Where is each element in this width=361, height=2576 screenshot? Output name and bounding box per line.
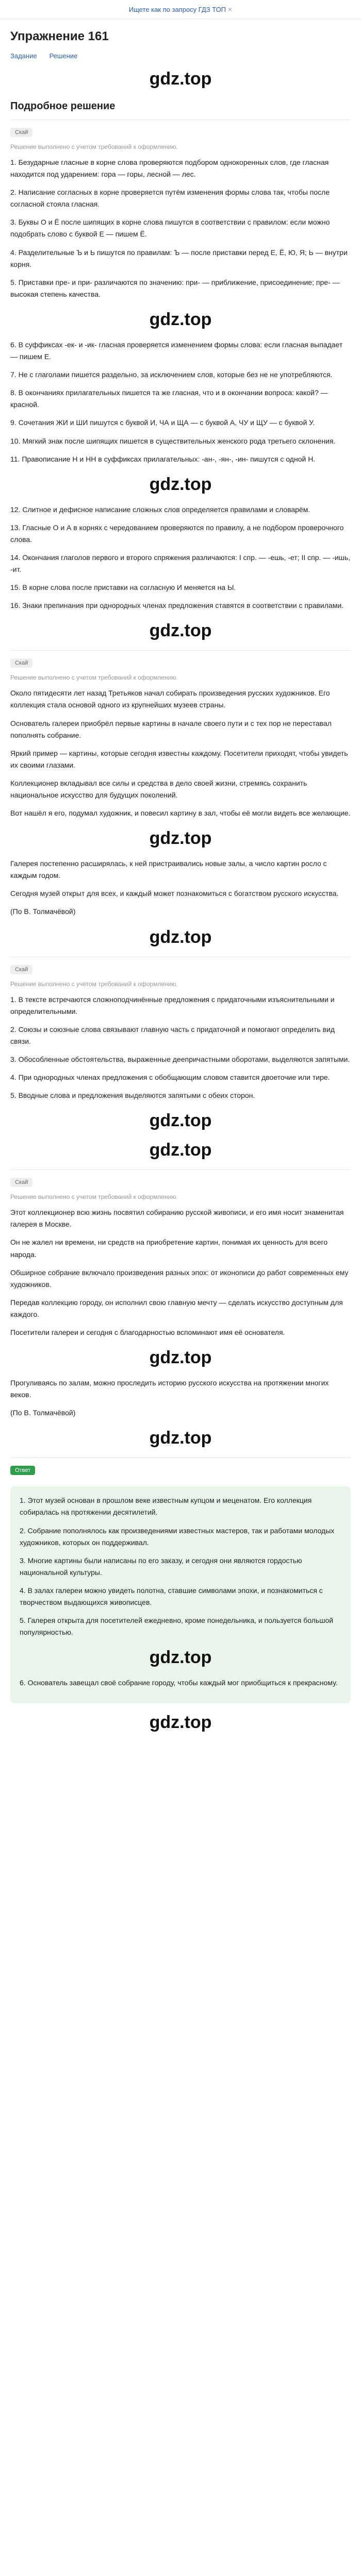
solution-paragraph: 1. Этот музей основан в прошлом веке известным купцом и меценатом. Его коллекция собиралась на протяжении десятилетий. [20, 1496, 312, 1517]
solution-body [10, 1486, 351, 1703]
close-icon[interactable]: × [228, 5, 233, 13]
solution-badge: Скай [10, 128, 32, 137]
solution-paragraph: 3. Многие картины были написаны по его заказу, и сегодня они являются гордостью национальной культуры. [20, 1556, 302, 1577]
solution-paragraph: 5. Галерея открыта для посетителей ежедневно, кроме понедельника, и пользуется большой популярностью. [20, 1616, 334, 1637]
solution-paragraph: Коллекционер вкладывал все силы и средства в дело своей жизни, стремясь сохранить национальное искусство для будущих поколений. [10, 778, 307, 799]
solution-block [10, 957, 351, 1161]
solution-paragraph: Он не жалел ни времени, ни средств на приобретение картин, понимая их ценность для всего народа. [10, 1238, 328, 1259]
solution-note: Решение выполнено с учетом требований к оформлению. [10, 143, 178, 150]
watermark: gdz.top [149, 1348, 212, 1368]
solution-paragraph: 3. Обособленные обстоятельства, выраженные деепричастными оборотами, выделяются запятыми. [10, 1055, 350, 1063]
solution-block [10, 1170, 351, 1448]
solution-paragraph: 1. Безударные гласные в корне слова проверяются подбором однокоренных слов, где гласная находится под ударением: гора — горы, лесной — лес. [10, 158, 329, 179]
solution-paragraph: 6. В суффиксах -ек- и -ик- гласная проверяется изменением формы слова: если гласная выпадает — пишем Е. [10, 340, 343, 361]
solution-badge: Скай [10, 965, 32, 974]
solution-paragraph: 2. Собрание пополнялось как произведениями известных мастеров, так и работами молодых художников, которых он поддерживал. [20, 1526, 335, 1547]
solution-paragraph: Этот коллекционер всю жизнь посвятил собиранию русской живописи, и его имя носит знаменитая галерея в Москве. [10, 1208, 344, 1229]
watermark: gdz.top [149, 1140, 212, 1160]
solution-paragraph: 8. В окончаниях прилагательных пишется та же гласная, что и в окончании вопроса: какой? — красной. [10, 388, 328, 409]
solution-paragraph: Основатель галереи приобрёл первые картины в начале своего пути и с тех пор не переставал пополнять собрание. [10, 719, 332, 739]
solution-paragraph: 11. Правописание Н и НН в суффиксах прилагательных: -ан-, -ян-, -ин- пишутся с одной Н. [10, 454, 316, 463]
solution-note: Решение выполнено с учетом требований к оформлению. [10, 1193, 178, 1201]
watermark: gdz.top [149, 309, 212, 329]
solution-paragraph: Посетители галереи и сегодня с благодарностью вспоминают имя её основателя. [10, 1328, 285, 1336]
solution-body [10, 157, 351, 612]
page-content [10, 19, 351, 1733]
solution-paragraph: 5. Приставки пре- и при- различаются по значению: при- — приближение, присоединение; пре- — высокая степень качества. [10, 278, 340, 298]
solution-paragraph: Галерея постепенно расширялась, к ней пристраивались новые залы, а число картин росло с каждым годом. [10, 859, 327, 880]
solution-block [10, 1458, 351, 1733]
solution-paragraph: 5. Вводные слова и предложения выделяются запятыми с обеих сторон. [10, 1091, 255, 1100]
solution-paragraph: Яркий пример — картины, которые сегодня известны каждому. Посетители приходят, чтобы увидеть их своими глазами. [10, 749, 348, 769]
solution-note: Решение выполнено с учетом требований к оформлению. [10, 980, 178, 988]
solution-paragraph: Сегодня музей открыт для всех, и каждый может познакомиться с богатством русского искусства. [10, 889, 339, 898]
solution-paragraph: 4. При однородных членах предложения с обобщающим словом ставится двоеточие или тире. [10, 1073, 330, 1082]
solution-body [10, 687, 351, 918]
exercise-title: Упражнение 161 [10, 29, 109, 43]
watermark: gdz.top [149, 474, 212, 494]
solution-paragraph: 1. В тексте встречаются сложноподчинённые предложения с придаточными изъяснительными и определительными. [10, 995, 335, 1015]
tab-solution[interactable]: Решение [49, 52, 78, 60]
solution-paragraph: 3. Буквы О и Ё после шипящих в корне слова пишутся в соответствии с правилом: если можно подобрать слово с буквой Е — пишем Ё. [10, 218, 330, 239]
solution-paragraph: 4. Разделительные Ъ и Ь пишутся по правилам: Ъ — после приставки перед Е, Ё, Ю, Я; Ь — внутри корня. [10, 248, 348, 268]
solution-paragraph: 7. Не с глаголами пишется раздельно, за исключением слов, которые без не не употребляются. [10, 370, 333, 379]
solution-paragraph: 4. В залах галереи можно увидеть полотна, ставшие символами эпохи, и познакомиться с творчеством выдающихся живописцев. [20, 1586, 323, 1606]
watermark: gdz.top [149, 1428, 212, 1448]
solution-paragraph: (По В. Толмачёвой) [10, 907, 76, 916]
solution-paragraph: 12. Слитное и дефисное написание сложных слов определяется правилами и словарём. [10, 505, 310, 514]
solution-body [10, 994, 351, 1131]
solution-block [10, 650, 351, 947]
top-banner-text: Ищете как по запросу ГДЗ ТОП [128, 5, 226, 13]
solution-paragraph: 2. Написание согласных в корне проверяется путём изменения формы слова так, чтобы после согласной стояла гласная. [10, 188, 330, 209]
solution-paragraph: 15. В корне слова после приставки на согласную И меняется на Ы. [10, 583, 236, 592]
tab-task[interactable]: Задание [10, 52, 37, 60]
watermark: gdz.top [149, 621, 212, 641]
solution-paragraph: Прогуливаясь по залам, можно проследить историю русского искусства на протяжении многих веков. [10, 1379, 329, 1399]
solution-paragraph: 9. Сочетания ЖИ и ШИ пишутся с буквой И, ЧА и ЩА — с буквой А, ЧУ и ЩУ — с буквой У. [10, 418, 315, 427]
solution-body [10, 1207, 351, 1419]
solution-badge: Ответ [10, 1466, 35, 1475]
solution-paragraph: (По В. Толмачёвой) [10, 1409, 76, 1417]
solution-paragraph: Вот нашёл я его, подумал художник, и повесил картину в зал, чтобы её могли видеть все желающие. [10, 809, 351, 818]
watermark: gdz.top [149, 1648, 212, 1668]
solution-paragraph: 6. Основатель завещал своё собрание городу, чтобы каждый мог приобщиться к прекрасному. [20, 1679, 338, 1687]
solution-paragraph: 13. Гласные О и А в корнях с чередованием проверяются по правилу, а не подбором проверочного слова. [10, 523, 344, 544]
solution-paragraph: Около пятидесяти лет назад Третьяков начал собирать произведения русских художников. Его коллекция стала основой одного из крупнейших музеев страны. [10, 689, 330, 709]
solution-title: Подробное решение [10, 100, 116, 112]
watermark: gdz.top [149, 828, 212, 849]
solution-paragraph: 16. Знаки препинания при однородных членах предложения ставятся в соответствии с правилами. [10, 601, 344, 610]
solution-block [10, 120, 351, 641]
solution-note: Решение выполнено с учетом требований к оформлению. [10, 674, 178, 682]
watermark: gdz.top [149, 1713, 212, 1733]
solution-paragraph: Обширное собрание включало произведения разных эпох: от иконописи до работ современных ему художников. [10, 1268, 349, 1289]
watermark: gdz.top [149, 927, 212, 947]
solution-paragraph: Передав коллекцию городу, он исполнил свою главную мечту — сделать искусство доступным для каждого. [10, 1298, 343, 1318]
solution-paragraph: 10. Мягкий знак после шипящих пишется в существительных женского рода третьего склонения. [10, 436, 336, 445]
exercise-nav [10, 52, 351, 60]
watermark: gdz.top [149, 1111, 212, 1131]
solutions-list [10, 120, 351, 1733]
solution-badge: Скай [10, 658, 32, 668]
watermark: gdz.top [149, 69, 212, 89]
solution-badge: Скай [10, 1178, 32, 1187]
solution-paragraph: 2. Союзы и союзные слова связывают главную часть с придаточной и помогают определить вид связи. [10, 1025, 335, 1045]
solution-paragraph: 14. Окончания глаголов первого и второго спряжения различаются: I спр. — -ешь, -ет; II спр. — -ишь, -ит. [10, 553, 351, 574]
top-banner[interactable] [0, 0, 361, 19]
